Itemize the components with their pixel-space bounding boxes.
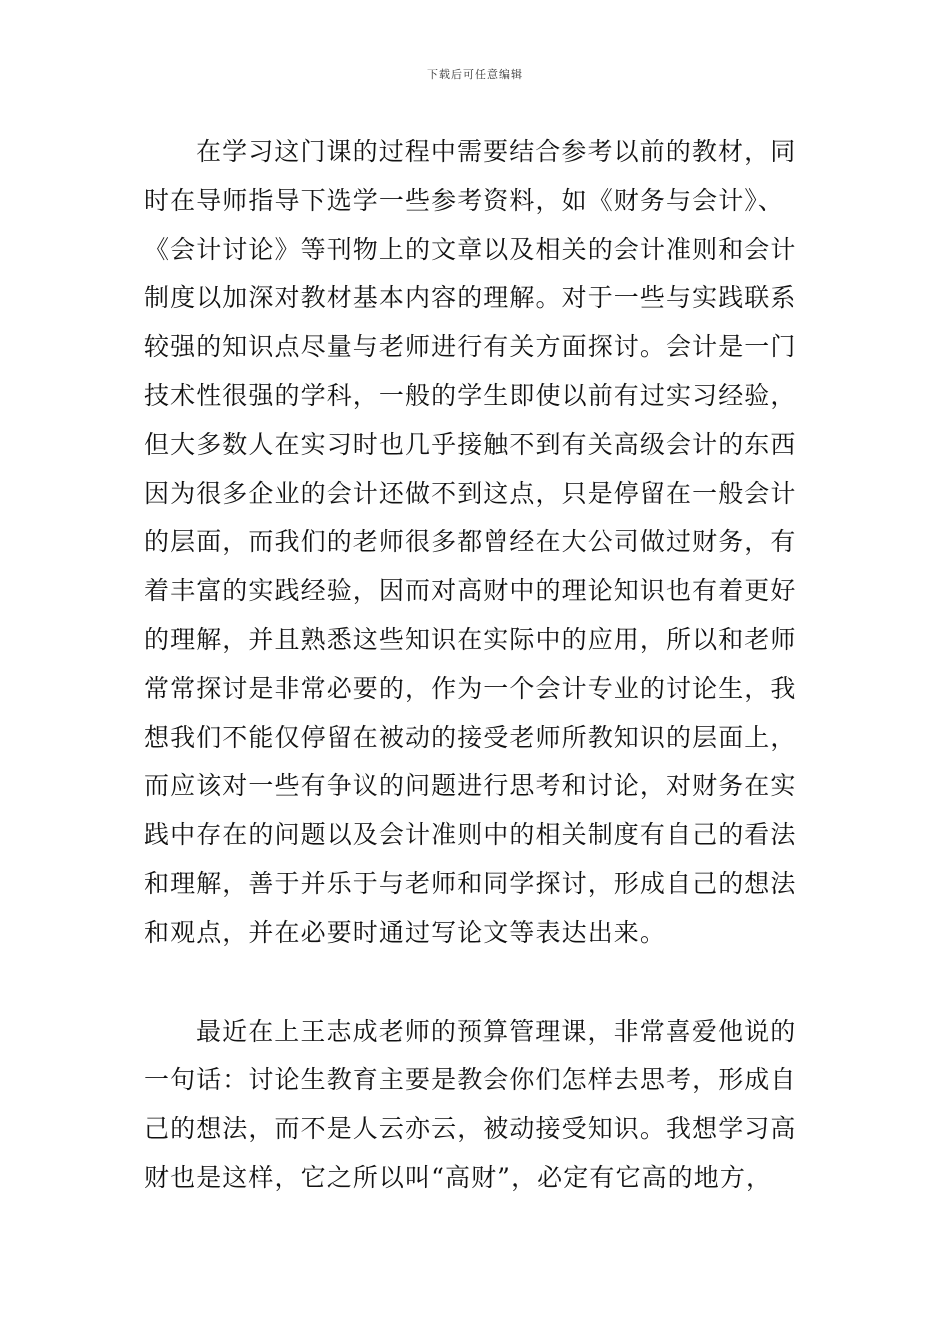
paragraph-line: 着丰富的实践经验，因而对高财中的理论知识也有着更好 bbox=[144, 576, 797, 606]
document-body bbox=[144, 128, 808, 1203]
paragraph-line: 的理解，并且熟悉这些知识在实际中的应用，所以和老师 bbox=[144, 624, 797, 654]
paragraph-line: 和理解，善于并乐于与老师和同学探讨，形成自己的想法 bbox=[144, 868, 797, 898]
paragraph-line: 但大多数人在实习时也几乎接触不到有关高级会计的东西 bbox=[144, 429, 797, 459]
paragraph-line: 《会计讨论》等刊物上的文章以及相关的会计准则和会计 bbox=[144, 234, 797, 264]
paragraph-line: 因为很多企业的会计还做不到这点，只是停留在一般会计 bbox=[144, 478, 797, 508]
paragraph-line: 践中存在的问题以及会计准则中的相关制度有自己的看法 bbox=[144, 820, 797, 850]
paragraph-line: 制度以加深对教材基本内容的理解。对于一些与实践联系 bbox=[144, 283, 797, 313]
paragraph-line: 想我们不能仅停留在被动的接受老师所教知识的层面上， bbox=[144, 722, 797, 752]
paragraph-line: 时在导师指导下选学一些参考资料，如《财务与会计》、 bbox=[144, 185, 785, 215]
paragraph-line: 在学习这门课的过程中需要结合参考以前的教材，同 bbox=[196, 137, 797, 166]
paragraph-line: 财也是这样，它之所以叫“高财”，必定有它高的地方， bbox=[144, 1162, 773, 1192]
paragraph-1 bbox=[144, 128, 808, 958]
paragraph-line: 一句话：讨论生教育主要是教会你们怎样去思考，形成自 bbox=[144, 1065, 797, 1095]
paragraph-line: 的层面，而我们的老师很多都曾经在大公司做过财务，有 bbox=[144, 527, 797, 557]
paragraph-line: 较强的知识点尽量与老师进行有关方面探讨。会计是一门 bbox=[144, 332, 797, 362]
paragraph-spacer bbox=[144, 958, 808, 1008]
paragraph-line: 和观点，并在必要时通过写论文等表达出来。 bbox=[144, 917, 667, 947]
paragraph-line: 己的想法，而不是人云亦云，被动接受知识。我想学习高 bbox=[144, 1114, 797, 1144]
paragraph-2 bbox=[144, 1008, 808, 1203]
paragraph-line: 最近在上王志成老师的预算管理课，非常喜爱他说的 bbox=[196, 1016, 797, 1046]
paragraph-line: 技术性很强的学科，一般的学生即使以前有过实习经验， bbox=[144, 380, 797, 410]
paragraph-line: 而应该对一些有争议的问题进行思考和讨论，对财务在实 bbox=[144, 771, 797, 801]
header-note: 下载后可任意编辑 bbox=[427, 68, 523, 81]
paragraph-line: 常常探讨是非常必要的，作为一个会计专业的讨论生，我 bbox=[144, 673, 797, 703]
